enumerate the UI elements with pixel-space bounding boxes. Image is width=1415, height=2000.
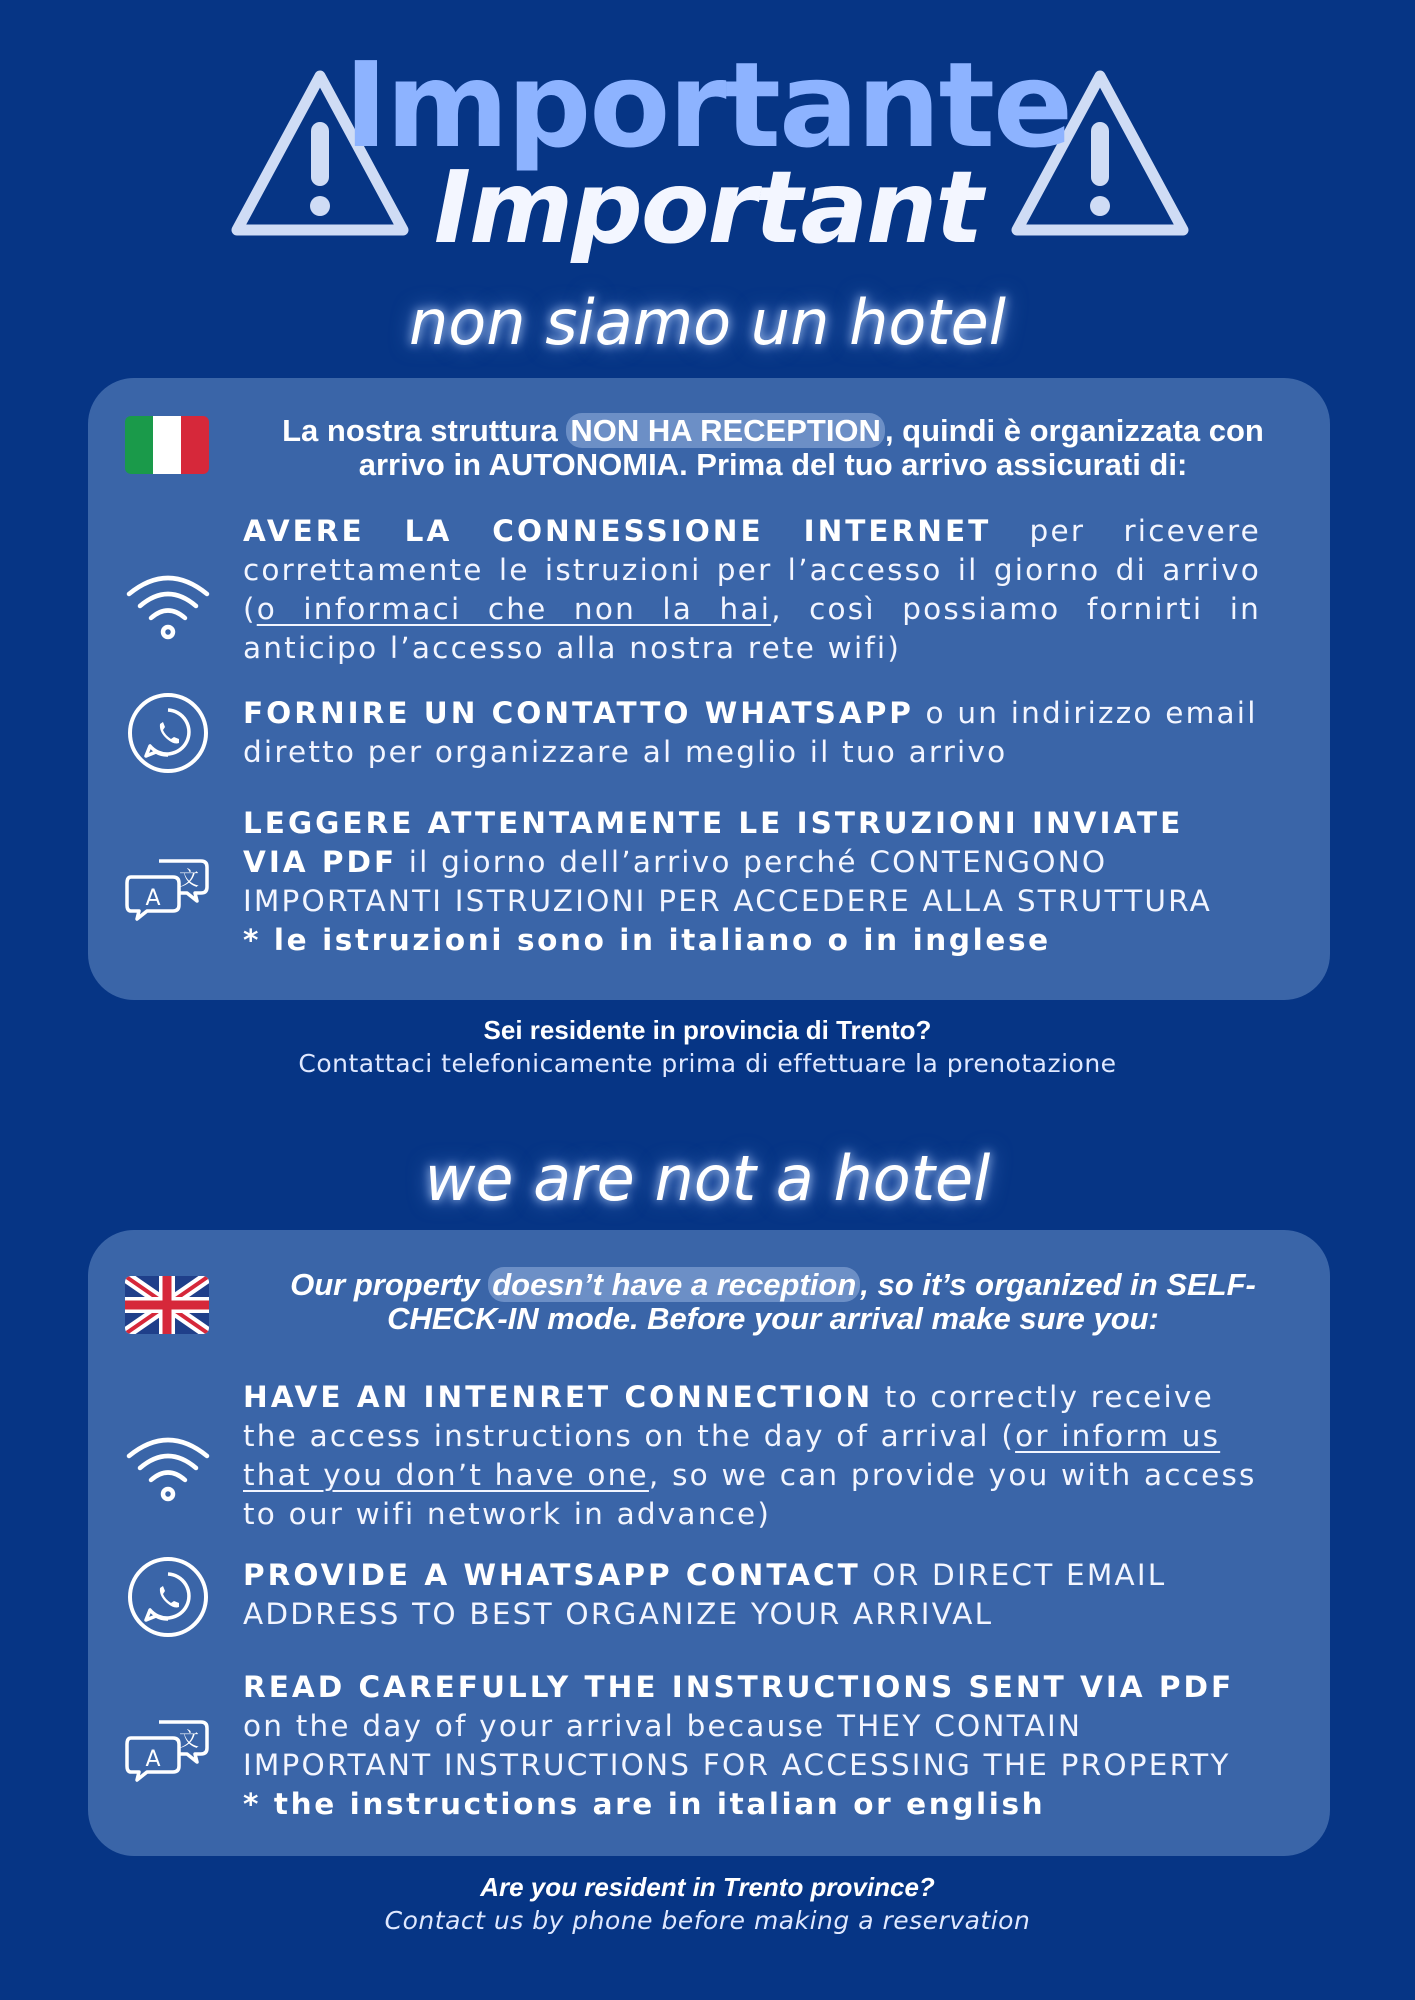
intro-highlight: doesn’t have a reception — [488, 1267, 860, 1302]
italian-info-panel — [88, 378, 1330, 1000]
instructions-language-note: * le istruzioni sono in italiano o in inglese — [243, 923, 1051, 957]
instructions-language-note: * the instructions are in italian or english — [243, 1787, 1046, 1821]
item-whatsapp-english: PROVIDE A WHATSAPP CONTACT OR DIRECT EMAIL ADDRESS TO BEST ORGANIZE YOUR ARRIVAL — [243, 1558, 1167, 1631]
wifi-icon — [123, 1422, 213, 1512]
intro-highlight: NON HA RECEPTION — [566, 413, 885, 448]
intro-text-italian: La nostra struttura NON HA RECEPTION , quindi è organizzata con arrivo in AUTONOMIA. Prima del tuo arrivo assicurati di: — [282, 413, 1264, 482]
whatsapp-icon — [123, 688, 213, 778]
whatsapp-icon — [123, 1552, 213, 1642]
subtitle-italian: non siamo un hotel — [409, 286, 1006, 359]
english-info-panel — [88, 1230, 1330, 1856]
item-internet-italian: AVERE LA CONNESSIONE INTERNET per ricevere correttamente le istruzioni per l’accesso il giorno di arrivo (o informaci che non la hai, così possiamo fornirti in anticipo l’accesso alla nostra rete wifi) — [243, 514, 1261, 665]
item-instructions-english: READ CAREFULLY THE INSTRUCTIONS SENT VIA PDF on the day of your arrival because THEY CONTAIN IMPORTANT INSTRUCTIONS FOR ACCESSING THE PROPERTY * the instructions are in italian or english — [243, 1668, 1261, 1824]
item-internet-english: HAVE AN INTENRET CONNECTION to correctly receive the access instructions on the day of arrival (or inform us that you don’t have one, so we can provide you with access to our wifi network in advance) — [243, 1380, 1257, 1531]
footer-contact: Contact us by phone before making a reservation — [384, 1906, 1031, 1935]
svg-text:A: A — [145, 1747, 161, 1772]
title-english: Important — [433, 149, 982, 266]
footer-contact: Contattaci telefonicamente prima di effettuare la prenotazione — [298, 1049, 1117, 1078]
intro-text-english: Our property doesn’t have a reception , so it’s organized in SELF-CHECK-IN mode. Before your arrival make sure you: — [290, 1267, 1256, 1336]
footer-question: Sei residente in provincia di Trento? — [483, 1015, 932, 1045]
subtitle-english: we are not a hotel — [424, 1142, 991, 1215]
svg-text:文: 文 — [179, 1727, 199, 1751]
footer-italian — [0, 1013, 1415, 1081]
item-instructions-italian: LEGGERE ATTENTAMENTE LE ISTRUZIONI INVIATE VIA PDF il giorno dell’arrivo perché CONTENGONO IMPORTANTI ISTRUZIONI PER ACCEDERE ALLA STRUTTURA * le istruzioni sono in italiano o in inglese — [243, 804, 1261, 960]
wifi-icon — [123, 560, 213, 650]
item-whatsapp-italian: FORNIRE UN CONTATTO WHATSAPP o un indirizzo email diretto per organizzare al meglio il tuo arrivo — [243, 696, 1258, 769]
translate-icon — [123, 1704, 213, 1794]
title-italian: Importante — [343, 36, 1072, 174]
italy-flag-icon — [125, 416, 209, 474]
svg-text:A: A — [145, 886, 161, 911]
svg-text:文: 文 — [179, 866, 199, 890]
uk-flag-icon — [125, 1276, 209, 1334]
translate-icon — [123, 843, 213, 933]
footer-english — [0, 1870, 1415, 1938]
footer-question: Are you resident in Trento province? — [480, 1872, 935, 1902]
